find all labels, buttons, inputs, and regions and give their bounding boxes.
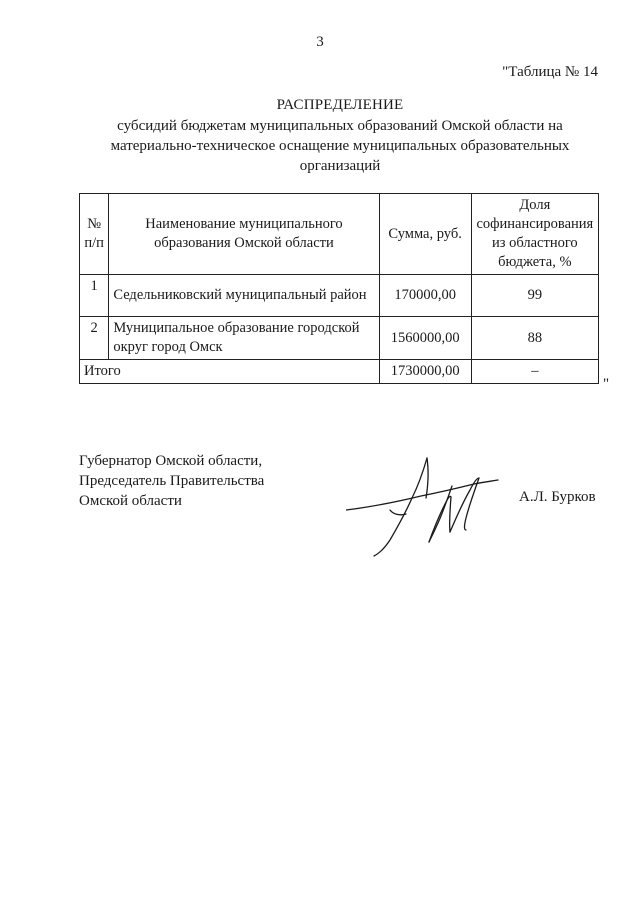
header-sum: Сумма, руб. (379, 194, 471, 275)
signatory-line-3: Омской области (79, 493, 182, 509)
document-title: РАСПРЕДЕЛЕНИЕ (276, 97, 404, 113)
document-subtitle: субсидий бюджетам муниципальных образований Омской области на материально-техническое оснащение муниципальных образовательных организаций (110, 118, 570, 174)
row-share: 88 (471, 317, 598, 360)
signatory-line-2: Председатель Правительства (79, 473, 265, 489)
row-number: 2 (80, 317, 109, 360)
header-share: Доля софинансирования из областного бюджета, % (471, 194, 598, 275)
table-reference: "Таблица № 14 (502, 64, 598, 80)
distribution-table (79, 193, 599, 384)
closing-quote: " (603, 376, 610, 392)
header-number: № п/п (80, 194, 109, 275)
page-number: 3 (316, 34, 324, 50)
table-total-row (80, 360, 599, 384)
signer-name: А.Л. Бурков (519, 489, 596, 505)
signatory-line-1: Губернатор Омской области, (79, 453, 263, 469)
row-sum: 170000,00 (379, 275, 471, 317)
signatory-title (79, 451, 264, 511)
row-name: Муниципальное образование городской округ город Омск (109, 317, 379, 360)
handwritten-signature (346, 452, 506, 562)
table-header-row (80, 194, 599, 275)
row-name: Седельниковский муниципальный район (109, 275, 379, 317)
row-number: 1 (80, 275, 109, 317)
row-sum: 1560000,00 (379, 317, 471, 360)
header-name: Наименование муниципального образования Омской области (109, 194, 379, 275)
total-sum: 1730000,00 (379, 360, 471, 384)
row-share: 99 (471, 275, 598, 317)
total-label: Итого (80, 360, 380, 384)
total-share: – (471, 360, 598, 384)
table-row (80, 275, 599, 317)
table-row (80, 317, 599, 360)
